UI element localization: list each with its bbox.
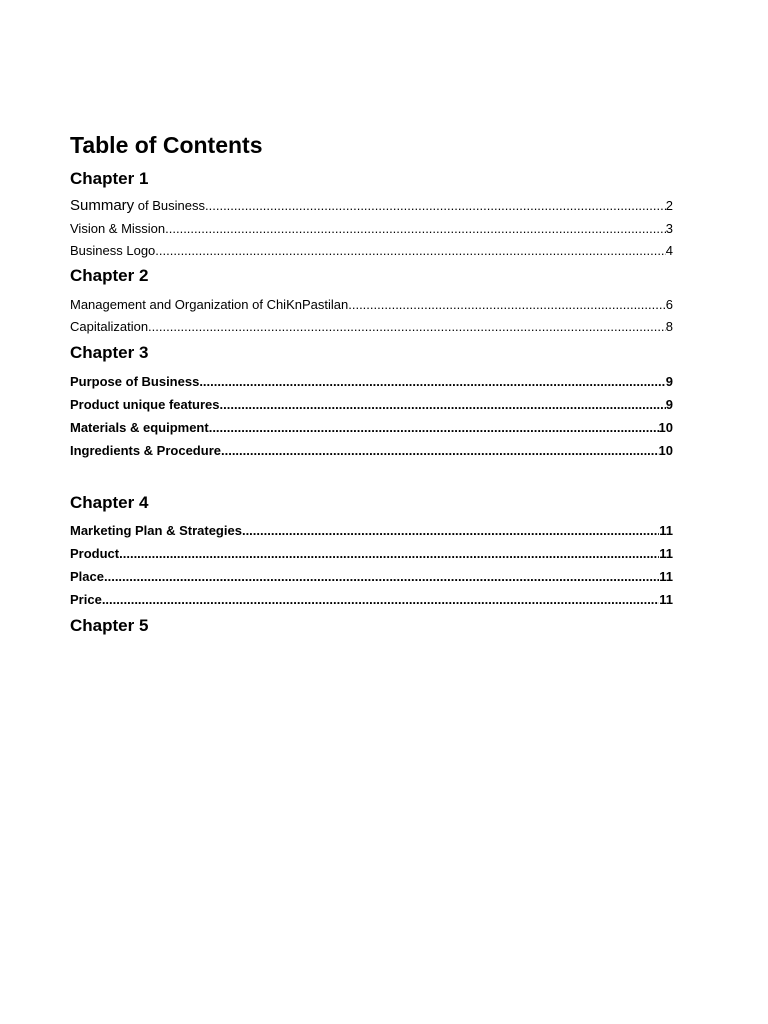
toc-entry-page: 6 bbox=[665, 297, 673, 312]
toc-entry-page: 9 bbox=[665, 397, 673, 412]
toc-entry[interactable] bbox=[70, 442, 673, 460]
toc-entry[interactable] bbox=[70, 419, 673, 437]
chapter-heading: Chapter 5 bbox=[70, 616, 149, 635]
toc-entry-page: 11 bbox=[659, 546, 673, 561]
chapter-1-section bbox=[70, 168, 673, 260]
dot-leader bbox=[148, 318, 666, 336]
toc-entry[interactable] bbox=[70, 242, 673, 260]
toc-entry[interactable] bbox=[70, 568, 673, 586]
toc-entry-page: 9 bbox=[665, 374, 673, 389]
toc-entry-label: Management and Organization of ChiKnPastilan bbox=[70, 297, 349, 312]
toc-entry-page: 8 bbox=[665, 319, 673, 334]
table-of-contents bbox=[70, 130, 673, 637]
chapter-heading: Chapter 1 bbox=[70, 169, 149, 188]
dot-leader bbox=[102, 591, 659, 609]
dot-leader bbox=[119, 545, 659, 563]
dot-leader bbox=[104, 568, 659, 586]
toc-entry-page: 10 bbox=[658, 443, 673, 458]
dot-leader bbox=[165, 220, 666, 238]
dot-leader bbox=[221, 442, 659, 460]
toc-entry[interactable] bbox=[70, 545, 673, 563]
toc-entry-page: 4 bbox=[665, 243, 673, 258]
dot-leader bbox=[209, 419, 659, 437]
toc-entry[interactable] bbox=[70, 396, 673, 414]
toc-entry-label: Product bbox=[70, 546, 120, 561]
chapter-heading: Chapter 3 bbox=[70, 343, 149, 362]
toc-entry-label: Summary of Business bbox=[70, 197, 206, 214]
toc-title: Table of Contents bbox=[70, 132, 263, 158]
toc-entry[interactable] bbox=[70, 318, 673, 336]
toc-entry-page: 11 bbox=[659, 592, 673, 607]
toc-entry-page: 11 bbox=[659, 523, 673, 538]
toc-entry[interactable] bbox=[70, 196, 673, 216]
chapter-3-section bbox=[70, 342, 673, 460]
toc-entry-label: Materials & equipment bbox=[70, 420, 209, 435]
toc-entry-label: Vision & Mission bbox=[70, 221, 166, 236]
chapter-heading: Chapter 2 bbox=[70, 266, 149, 285]
toc-entry[interactable] bbox=[70, 373, 673, 391]
dot-leader bbox=[220, 396, 666, 414]
toc-entry-page: 10 bbox=[658, 420, 673, 435]
dot-leader bbox=[205, 196, 666, 216]
toc-entry-page: 2 bbox=[665, 198, 673, 213]
toc-entry[interactable] bbox=[70, 591, 673, 609]
dot-leader bbox=[242, 522, 659, 540]
toc-entry-label: Price bbox=[70, 592, 102, 607]
toc-entry-label: Product unique features bbox=[70, 397, 220, 412]
chapter-5-section bbox=[70, 615, 673, 637]
toc-entry-label: Marketing Plan & Strategies bbox=[70, 523, 242, 538]
toc-entry-page: 3 bbox=[665, 221, 673, 236]
toc-entry-label: Purpose of Business bbox=[70, 374, 200, 389]
dot-leader bbox=[348, 296, 666, 314]
toc-entry[interactable] bbox=[70, 522, 673, 540]
toc-entry-page: 11 bbox=[659, 569, 673, 584]
toc-entry[interactable] bbox=[70, 296, 673, 314]
chapter-4-section bbox=[70, 492, 673, 609]
toc-entry[interactable] bbox=[70, 220, 673, 238]
toc-entry-label: Capitalization bbox=[70, 319, 149, 334]
chapter-2-section bbox=[70, 265, 673, 336]
toc-entry-label: Business Logo bbox=[70, 243, 156, 258]
toc-entry-label: Place bbox=[70, 569, 104, 584]
dot-leader bbox=[155, 242, 665, 260]
dot-leader bbox=[199, 373, 665, 391]
toc-entry-label: Ingredients & Procedure bbox=[70, 443, 221, 458]
chapter-heading: Chapter 4 bbox=[70, 493, 149, 512]
